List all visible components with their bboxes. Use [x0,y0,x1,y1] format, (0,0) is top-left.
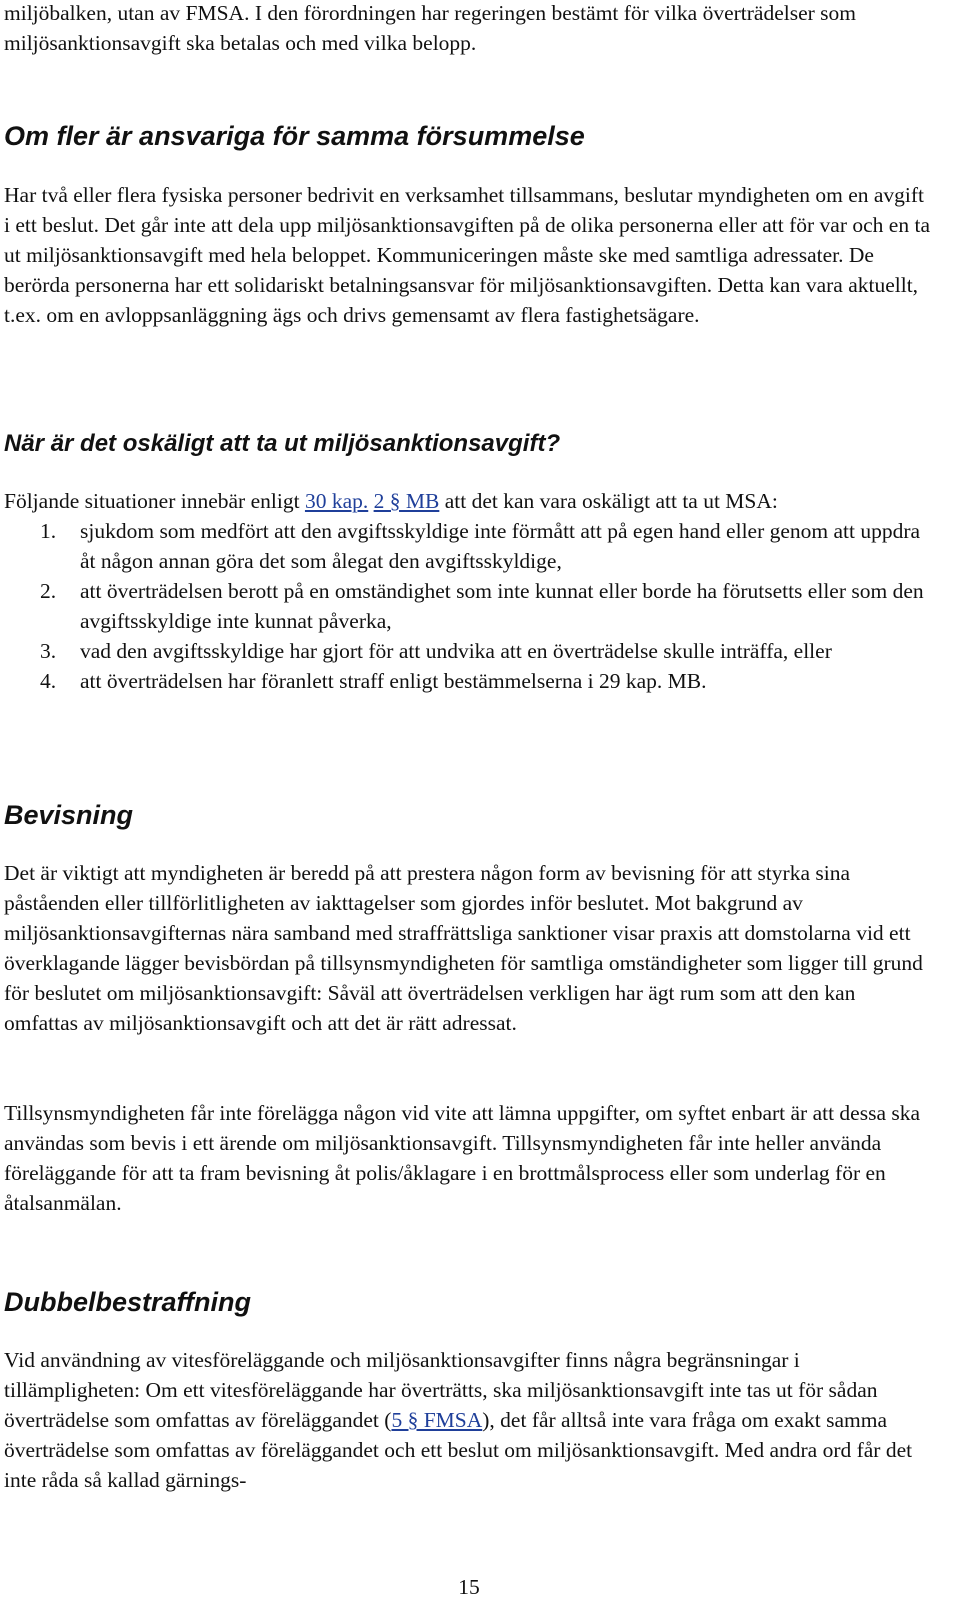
section-fler-ansvariga-body [4,180,934,330]
lead-text-before: Följande situationer innebär enligt [4,489,305,513]
section-dubbelbestraffning [4,1286,934,1318]
list-item-text: att överträdelsen berott på en omständighet som inte kunnat eller borde ha förutsetts eller som den avgiftsskyldige inte kunnat påverka, [80,579,924,633]
section-bevisning-body-1 [4,858,934,1038]
list-item [4,516,934,576]
list-item-text: sjukdom som medfört att den avgiftsskyldige inte förmått att på egen hand eller genom att uppdra åt någon annan göra det som ålegat den avgiftsskyldige, [80,519,921,573]
list-item-number: 3. [40,639,57,663]
intro-paragraph: miljöbalken, utan av FMSA. I den förordningen har regeringen bestämt för vilka överträdelser som miljösanktionsavgift ska betalas och med vilka belopp. [4,1,857,55]
bevisning-paragraph-2: Tillsynsmyndigheten får inte förelägga någon vid vite att lämna uppgifter, om syftet enbart är att dessa ska användas som bevis i ett ärende om miljösanktionsavgift. Tillsynsmyndigheten får inte heller använda föreläggande för att ta fram bevisning åt polis/åklagare i en brottmålsprocess eller som underlag för en åtalsanmälan. [4,1101,921,1215]
intro-block [4,0,934,58]
paragraph-text-after: ), det får alltså inte vara fråga om exakt samma överträdelse som omfattas av föreläggandet och ett beslut om miljösanktionsavgift. Med andra ord får det inte råda så kallad gärnings- [4,1408,913,1492]
link-30-kap[interactable]: 30 kap. [304,489,369,513]
oskaligt-list [4,516,934,696]
list-item [4,666,934,696]
page-number: 15 [458,1575,480,1599]
list-item [4,576,934,636]
section-heading-oskaligt: När är det oskäligt att ta ut miljösanktionsavgift? [4,430,561,457]
section-heading-fler-ansvariga: Om fler är ansvariga för samma försummelse [4,121,585,151]
section-bevisning [4,799,934,831]
list-item-number: 4. [40,669,57,693]
link-2-par-mb[interactable]: 2 § MB [373,489,440,513]
list-item [4,636,934,666]
section-heading-dubbelbestraffning: Dubbelbestraffning [4,1287,252,1317]
lead-text-after: att det kan vara oskäligt att ta ut MSA: [439,489,778,513]
list-item-text: att överträdelsen har föranlett straff enligt bestämmelserna i 29 kap. MB. [80,669,707,693]
list-item-number: 2. [40,579,57,603]
section-paragraph-fler-ansvariga: Har två eller flera fysiska personer bedrivit en verksamhet tillsammans, beslutar myndigheten om en avgift i ett beslut. Det går inte att dela upp miljösanktionsavgiften på de olika personerna eller att för var och en ta ut miljösanktionsavgift med hela beloppet. Kommuniceringen måste ske med samtliga adressater. De berörda personerna har ett solidariskt betalningsansvar för miljösanktionsavgiften. Detta kan vara aktuellt, t.ex. om en avloppsanläggning ägs och drivs gemensamt av flera fastighetsägare. [4,183,930,327]
section-oskaligt [4,428,934,460]
section-bevisning-body-2 [4,1098,934,1218]
dubbelbestraffning-paragraph [4,1345,934,1495]
list-item-text: vad den avgiftsskyldige har gjort för att undvika att en överträdelse skulle inträffa, eller [80,639,832,663]
section-heading-bevisning: Bevisning [4,800,134,830]
oskaligt-lead [4,486,934,516]
link-5-par-fmsa[interactable]: 5 § FMSA [391,1408,483,1432]
section-dubbelbestraffning-body [4,1345,934,1495]
section-oskaligt-body [4,486,934,696]
section-fler-ansvariga [4,120,934,152]
list-item-number: 1. [40,519,57,543]
bevisning-paragraph-1: Det är viktigt att myndigheten är beredd på att prestera någon form av bevisning för att styrka sina påståenden eller tillförlitligheten av iakttagelser som gjordes inför beslutet. Mot bakgrund av miljösanktionsavgifternas nära samband med straffrättsliga sanktioner visar praxis att domstolarna vid ett överklagande lägger bevisbördan på tillsynsmyndigheten för samtliga omständigheter som ligger till grund för beslutet om miljösanktionsavgift: Såväl att överträdelsen verkligen har ägt rum som att den kan omfattas av miljösanktionsavgift och att det är rätt adressat. [4,861,923,1035]
paragraph-text-before: Vid användning av vitesföreläggande och miljösanktionsavgifter finns några begränsningar i tillämpligheten: Om ett vitesföreläggande har överträtts, ska miljösanktionsavgift inte tas ut för sådan överträdelse som omfattas av föreläggandet ( [4,1348,878,1432]
